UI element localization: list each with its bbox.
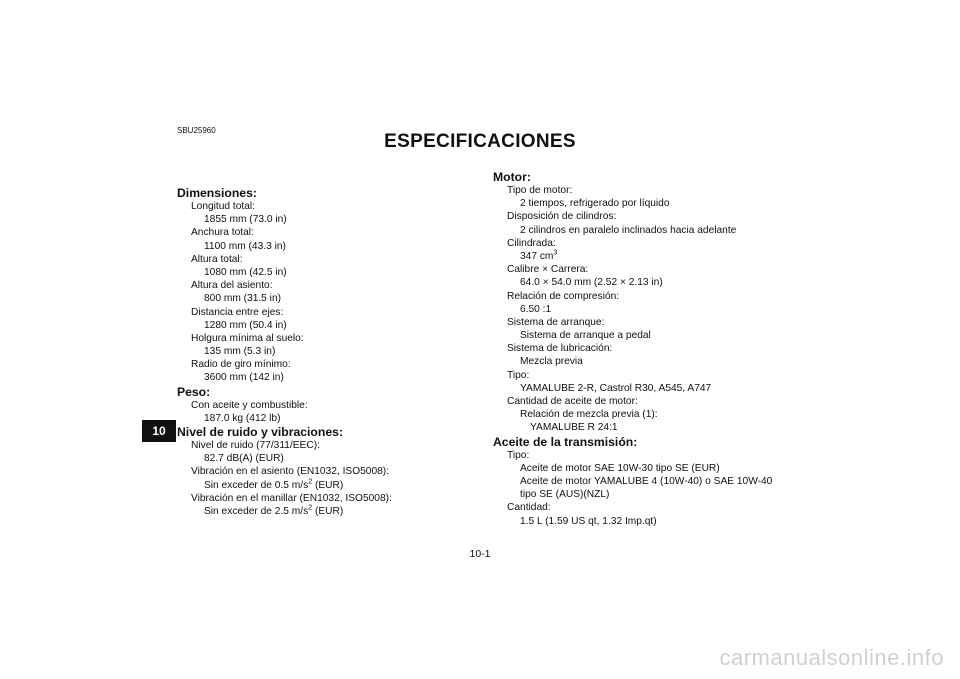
section-heading-motor: Motor: — [493, 170, 531, 184]
spec-value: 2 tiempos, refrigerado por líquido — [520, 198, 670, 210]
spec-value: YAMALUBE R 24:1 — [530, 422, 618, 434]
spec-value: 1280 mm (50.4 in) — [204, 319, 287, 331]
spec-value: Aceite de motor YAMALUBE 4 (10W-40) o SAE 10W-40 — [520, 475, 773, 487]
spec-value: Sin exceder de 0.5 $m/s^2$ (EUR) — [204, 478, 344, 491]
spec-value: 1.5 L (1.59 US qt, 1.32 Imp.qt) — [520, 515, 657, 527]
section-heading-peso: Peso: — [177, 384, 211, 399]
spec-label: Tipo: — [507, 369, 530, 381]
section-heading-ruido: Nivel de ruido y vibraciones: — [177, 425, 343, 439]
page-title: ESPECIFICACIONES — [384, 131, 576, 152]
spec-label: Vibración en el asiento (EN1032, ISO5008): — [191, 466, 390, 478]
spec-label: Disposición de cilindros: — [507, 211, 617, 223]
page-number: 10-1 — [469, 548, 491, 560]
spec-value: tipo SE (AUS)(NZL) — [520, 489, 610, 501]
section-heading-transmision: Aceite de la transmisión: — [493, 434, 638, 449]
spec-value: 347 $cm^3$ — [520, 249, 558, 262]
spec-label: Sistema de arranque: — [507, 316, 605, 328]
spec-label: Cantidad: — [507, 502, 551, 514]
spec-label: Tipo de motor: — [507, 185, 573, 196]
spec-value: Sistema de arranque a pedal — [520, 330, 651, 342]
spec-value: 2 cilindros en paralelo inclinados hacia adelante — [520, 224, 737, 236]
spec-label: Longitud total: — [191, 201, 256, 212]
spec-value: 800 mm (31.5 in) — [204, 293, 282, 305]
spec-label: Relación de compresión: — [507, 290, 620, 302]
chapter-tab: 10 — [142, 420, 176, 442]
document-code: SBU25960 — [177, 126, 216, 135]
spec-value: 187.0 kg (412 lb) — [204, 412, 281, 424]
spec-value: YAMALUBE 2-R, Castrol R30, A545, A747 — [520, 382, 712, 394]
spec-value: 6.50 :1 — [520, 303, 552, 315]
spec-value: 64.0 × 54.0 mm (2.52 × 2.13 in) — [520, 277, 663, 289]
spec-label: Altura del asiento: — [191, 280, 273, 292]
watermark: carmanualsonline.info — [719, 645, 944, 670]
spec-value: Sin exceder de 2.5 $m/s^2$ (EUR) — [204, 504, 344, 517]
left-column — [177, 186, 392, 518]
spec-label: Holgura mínima al suelo: — [191, 332, 304, 344]
spec-value: Aceite de motor SAE 10W-30 tipo SE (EUR) — [520, 462, 720, 474]
spec-label: Distancia entre ejes: — [191, 306, 284, 318]
spec-label: Calibre × Carrera: — [507, 264, 589, 276]
spec-value: 1080 mm (42.5 in) — [204, 266, 287, 278]
spec-value: 1855 mm (73.0 in) — [204, 214, 287, 226]
spec-sublabel: Relación de mezcla previa (1): — [520, 409, 658, 421]
spec-value: 1100 mm (43.3 in) — [204, 240, 286, 252]
spec-label: Radio de giro mínimo: — [191, 359, 291, 371]
spec-label: Sistema de lubricación: — [507, 343, 613, 355]
spec-value: 135 mm (5.3 in) — [204, 346, 276, 358]
spec-value: 3600 mm (142 in) — [204, 372, 284, 384]
spec-label: Cilindrada: — [507, 237, 556, 249]
spec-label: Nivel de ruido (77/311/EEC): — [191, 440, 320, 451]
right-column — [493, 170, 772, 528]
spec-value: Mezcla previa — [520, 356, 583, 368]
spec-label: Vibración en el manillar (EN1032, ISO5008): — [191, 492, 392, 504]
spec-label: Cantidad de aceite de motor: — [507, 396, 638, 407]
spec-value: 82.7 dB(A) (EUR) — [204, 453, 284, 465]
spec-label: Tipo: — [507, 449, 530, 461]
spec-label: Con aceite y combustible: — [191, 399, 308, 411]
spec-label: Altura total: — [191, 253, 243, 265]
section-heading-dimensiones: Dimensiones: — [177, 186, 257, 200]
spec-label: Anchura total: — [191, 227, 254, 239]
